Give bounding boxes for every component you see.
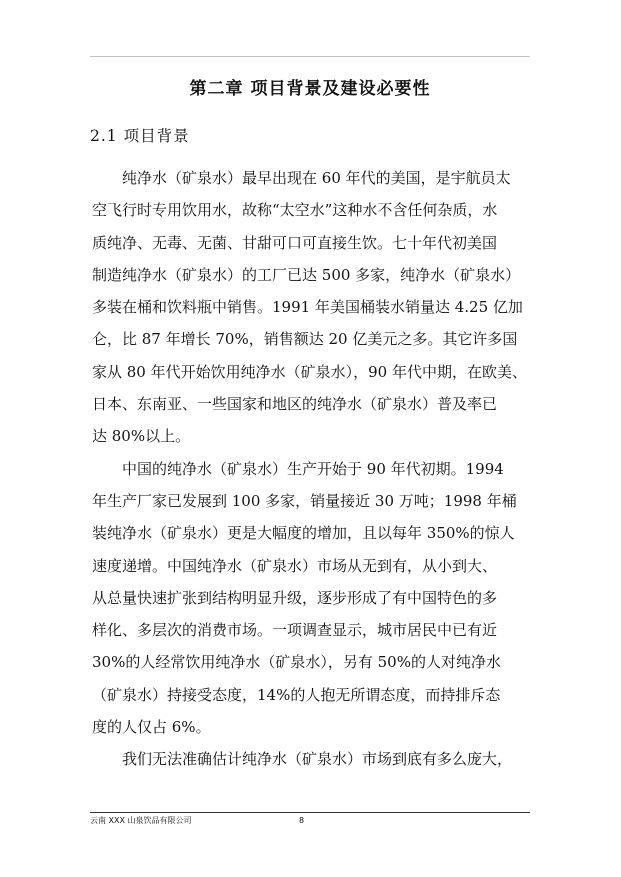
text-line: （矿泉水）持接受态度，14%的人抱无所谓态度，而持排斥态 — [92, 685, 501, 704]
footer-rule — [90, 812, 530, 813]
header-rule — [90, 56, 530, 57]
text-line: 制造纯净水（矿泉水）的工厂已达 500 多家，纯净水（矿泉水） — [92, 265, 521, 284]
text-line: 中国的纯净水（矿泉水）生产开始于 90 年代初期。1994 — [122, 459, 504, 478]
paragraph-2 — [92, 453, 532, 744]
section-heading: 2.1 项目背景 — [90, 127, 190, 145]
text-line: 年生产厂家已发展到 100 多家，销量接近 30 万吨；1998 年桶 — [92, 491, 517, 510]
text-line: 30%的人经常饮用纯净水（矿泉水），另有 50%的人对纯净水 — [92, 653, 501, 672]
text-line: 样化、多层次的消费市场。一项调查显示，城市居民中已有近 — [92, 621, 498, 640]
text-line: 度的人仅占 6%。 — [92, 718, 211, 737]
text-line: 空飞行时专用饮用水，故称“太空水”这种水不含任何杂质，水 — [92, 201, 498, 220]
text-line: 装纯净水（矿泉水）更是大幅度的增加，且以每年 350%的惊人 — [92, 524, 515, 543]
text-line: 从总量快速扩张到结构明显升级，逐步形成了有中国特色的多 — [92, 588, 498, 607]
text-line: 达 80%以上。 — [92, 427, 191, 446]
text-line: 多装在桶和饮料瓶中销售。1991 年美国桶装水销量达 4.25 亿加 — [92, 298, 523, 317]
text-line: 质纯净、无毒、无菌、甘甜可口可直接生饮。七十年代初美国 — [92, 233, 498, 252]
page-number: 8 — [299, 816, 305, 825]
body-text — [92, 162, 532, 776]
text-line: 纯净水（矿泉水）最早出现在 60 年代的美国，是宇航员太 — [122, 169, 511, 187]
paragraph-3 — [92, 743, 532, 775]
text-line: 速度递增。中国纯净水（矿泉水）市场从无到有，从小到大、 — [92, 556, 498, 575]
footer-company-name: 云南 XXX 山泉饮品有限公司 — [90, 816, 192, 825]
text-line: 家从 80 年代开始饮用纯净水（矿泉水），90 年代中期，在欧美、 — [92, 362, 527, 381]
text-line: 日本、东南亚、一些国家和地区的纯净水（矿泉水）普及率已 — [92, 395, 498, 414]
chapter-title: 第二章 项目背景及建设必要性 — [189, 79, 431, 99]
text-line: 我们无法准确估计纯净水（矿泉水）市场到底有多么庞大， — [122, 750, 513, 769]
paragraph-1 — [92, 162, 532, 453]
text-line: 仑，比 87 年增长 70%，销售额达 20 亿美元之多。其它许多国 — [92, 330, 518, 349]
